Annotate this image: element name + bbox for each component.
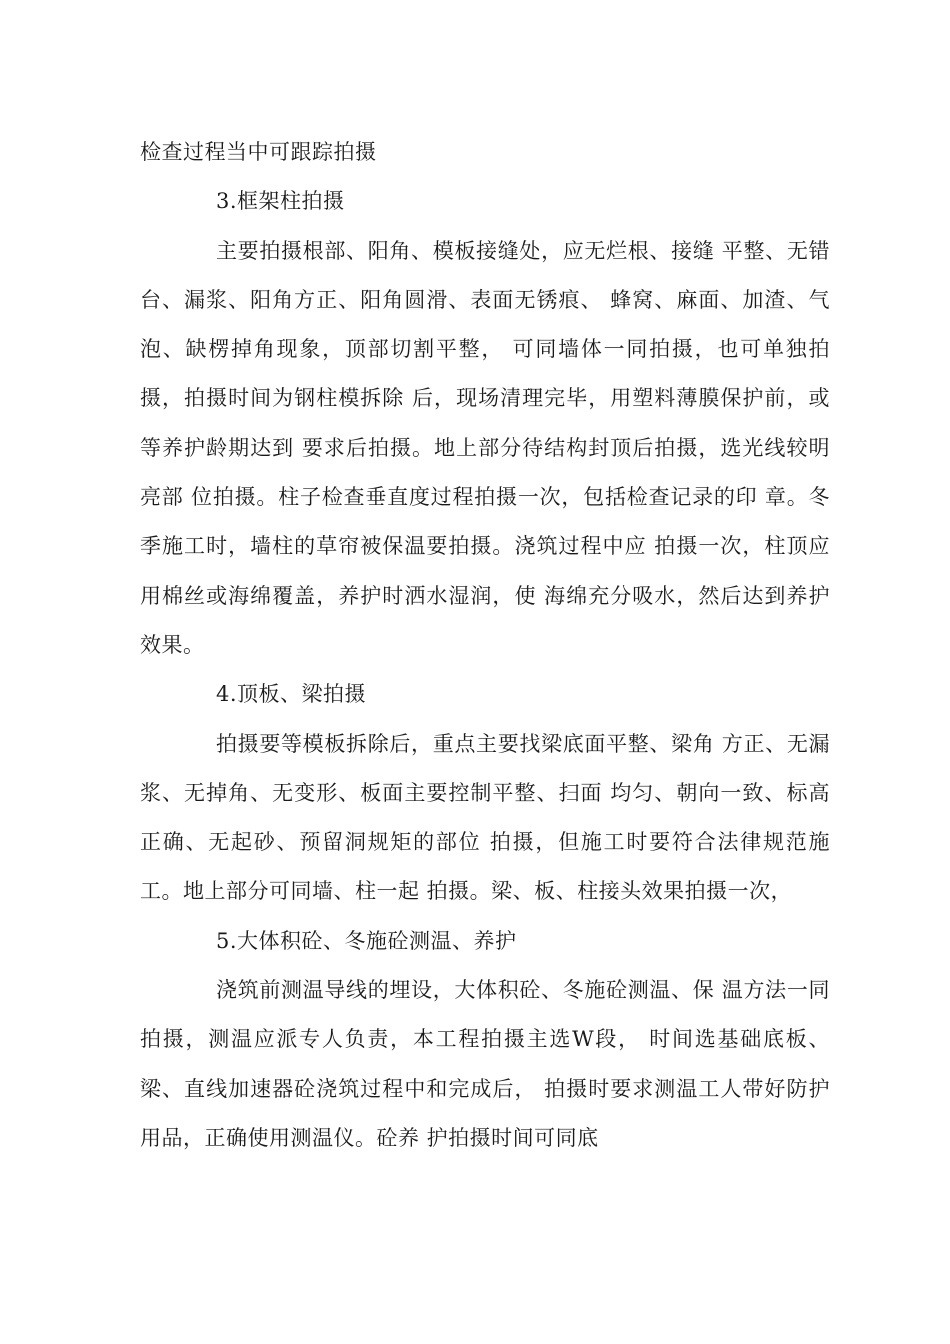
section-heading-3: 3.框架柱拍摄 [216,189,345,214]
paragraph-mass-concrete: 浇筑前测温导线的埋设，大体积砼、冬施砼测温、保 温方法一同拍摄，测温应派专人负责，本工程拍摄主选W段， 时间选基础底板、梁、直线加速器砼浇筑过程中和完成后， 拍摄时要求测温工人带好防护用品，正确使用测温仪。砼养 护拍摄时间可同底 [140,978,830,1150]
section-heading-4: 4.顶板、梁拍摄 [216,682,367,707]
paragraph-continuation: 检查过程当中可跟踪拍摄 [140,140,377,164]
paragraph-frame-column: 主要拍摄根部、阳角、模板接缝处，应无烂根、接缝 平整、无错台、漏浆、阳角方正、阳角圆滑、表面无锈痕、 蜂窝、麻面、加渣、气泡、缺楞掉角现象，顶部切割平整， 可同墙体一同拍摄，也可单独拍摄，拍摄时间为钢柱模拆除 后，现场清理完毕，用塑料薄膜保护前，或等养护龄期达到 要求后拍摄。地上部分待结构封顶后拍摄，选光线较明亮部 位拍摄。柱子检查垂直度过程拍摄一次，包括检查记录的印 章。冬季施工时，墙柱的草帘被保温要拍摄。浇筑过程中应 拍摄一次，柱顶应用棉丝或海绵覆盖，养护时洒水湿润，使 海绵充分吸水，然后达到养护效果。 [140,238,830,657]
paragraph-slab-beam: 拍摄要等模板拆除后，重点主要找梁底面平整、梁角 方正、无漏浆、无掉角、无变形、板面主要控制平整、扫面 均匀、朝向一致、标高正确、无起砂、预留洞规矩的部位 拍摄，但施工时要符合法律规范施工。地上部分可同墙、柱一起 拍摄。梁、板、柱接头效果拍摄一次， [140,731,830,904]
body-text [140,128,830,1163]
section-heading-5: 5.大体积砼、冬施砼测温、养护 [216,928,517,953]
